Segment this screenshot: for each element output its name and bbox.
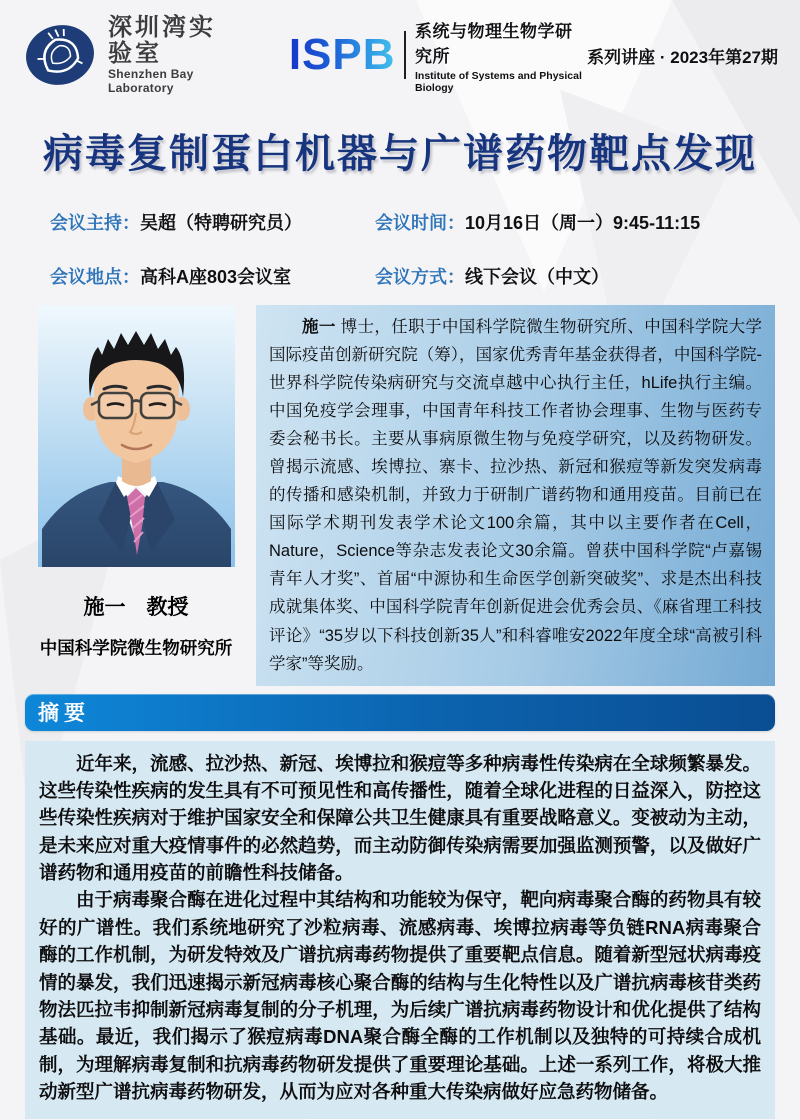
szbl-text	[108, 15, 243, 96]
abstract-body	[25, 741, 775, 1120]
lecture-title: 病毒复制蛋白机器与广谱药物靶点发现	[43, 132, 757, 176]
meeting-host-label: 会议主持：	[50, 213, 140, 233]
meeting-time	[375, 209, 750, 235]
szbl-trefoil-icon	[22, 17, 98, 93]
meeting-mode	[375, 263, 750, 289]
speaker-profile	[25, 305, 247, 660]
speaker-bio-text: 博士，任职于中国科学院微生物研究所、中国科学院大学国际疫苗创新研究院（筹），国家优秀青年基金获得者，中国科学院-世界科学院传染病研究与交流卓越中心执行主任，hLife执行主编。中国免疫学会理事，中国青年科技工作者协会理事、生物与医药专委会秘书长。主要从事病原微生物与免疫学研究，以及药物研发。曾揭示流感、埃博拉、寨卡、拉沙热、新冠和猴痘等新发突发病毒的传播和感染机制，并致力于研制广谱药物和通用疫苗。目前已在国际学术期刊发表学术论文100余篇，其中以主要作者在Cell，Nature，Science等杂志发表论文30余篇。曾获中国科学院“卢嘉锡青年人才奖”、首届“中源协和生命医学创新突破奖”、求是杰出科技成就集体奖、中国科学院青年创新促进会优秀会员、《麻省理工科技评论》“35岁以下科技创新35人”和科睿唯安2022年度全球“高被引科学家”等奖励。	[269, 318, 762, 673]
meeting-time-label: 会议时间：	[375, 213, 465, 233]
abstract-heading: 摘要	[38, 702, 90, 726]
header	[0, 0, 800, 96]
meeting-info	[0, 209, 800, 289]
abstract-heading-bar	[25, 694, 775, 731]
meeting-host	[50, 209, 375, 235]
series-issue-label: 系列讲座 · 2023年第27期	[587, 47, 778, 67]
abstract-paragraph-2: 由于病毒聚合酶在进化过程中其结构和功能较为保守，靶向病毒聚合酶的药物具有较好的广谱性。我们系统地研究了沙粒病毒、流感病毒、埃博拉病毒等负链RNA病毒聚合酶的工作机制，为研发特效及广谱抗病毒药物提供了重要靶点信息。随着新型冠状病毒疫情的暴发，我们迅速揭示新冠病毒核心聚合酶的结构与生化特性以及广谱抗病毒核苷类药物法匹拉韦抑制新冠病毒复制的分子机理，为后续广谱抗病毒药物设计和优化提供了结构基础。最近，我们揭示了猴痘病毒DNA聚合酶全酶的工作机制以及独特的可持续合成机制，为理解病毒复制和抗病毒药物研发提供了重要理论基础。上述一系列工作，将极大推动新型广谱抗病毒药物研发，从而为应对各种重大传染病做好应急药物储备。	[39, 889, 761, 1103]
meeting-time-value: 10月16日（周一）9:45-11:15	[465, 213, 701, 233]
abstract-paragraph-1: 近年来，流感、拉沙热、新冠、埃博拉和猴痘等多种病毒性传染病在全球频繁暴发。这些传染性疾病的发生具有不可预见性和高传播性，随着全球化进程的日益深入，防控这些传染性疾病对于维护国家安全和保障公共卫生健康具有重要战略意义。变被动为主动，是未来应对重大疫情事件的必然趋势，而主动防御传染病需要加强监测预警，以及做好广谱药物和通用疫苗的前瞻性科技储备。	[39, 752, 761, 884]
ispb-acronym: ISPB	[288, 30, 396, 79]
szbl-name-cn: 深圳湾实验室	[108, 13, 216, 67]
speaker-affiliation: 中国科学院微生物研究所	[39, 638, 233, 658]
ispb-divider	[404, 31, 406, 79]
speaker-name: 施一 教授	[83, 596, 189, 619]
meeting-mode-label: 会议方式：	[375, 267, 465, 287]
speaker-photo	[38, 305, 235, 567]
speaker-bio-name: 施一	[302, 318, 336, 336]
szbl-name-en: Shenzhen Bay Laboratory	[108, 67, 194, 96]
ispb-logo	[289, 17, 587, 94]
ispb-text	[415, 17, 587, 94]
szbl-logo	[22, 15, 243, 96]
meeting-location-value: 高科A座803会议室	[140, 267, 292, 287]
meeting-location	[50, 263, 375, 289]
speaker-bio	[256, 305, 775, 686]
ispb-name-en: Institute of Systems and Physical Biology	[415, 69, 582, 94]
ispb-name-cn: 系统与物理生物学研究所	[415, 21, 573, 66]
meeting-location-label: 会议地点：	[50, 267, 140, 287]
meeting-host-value: 吴超（特聘研究员）	[140, 213, 302, 233]
meeting-mode-value: 线下会议（中文）	[465, 267, 609, 287]
speaker-section	[0, 305, 800, 686]
